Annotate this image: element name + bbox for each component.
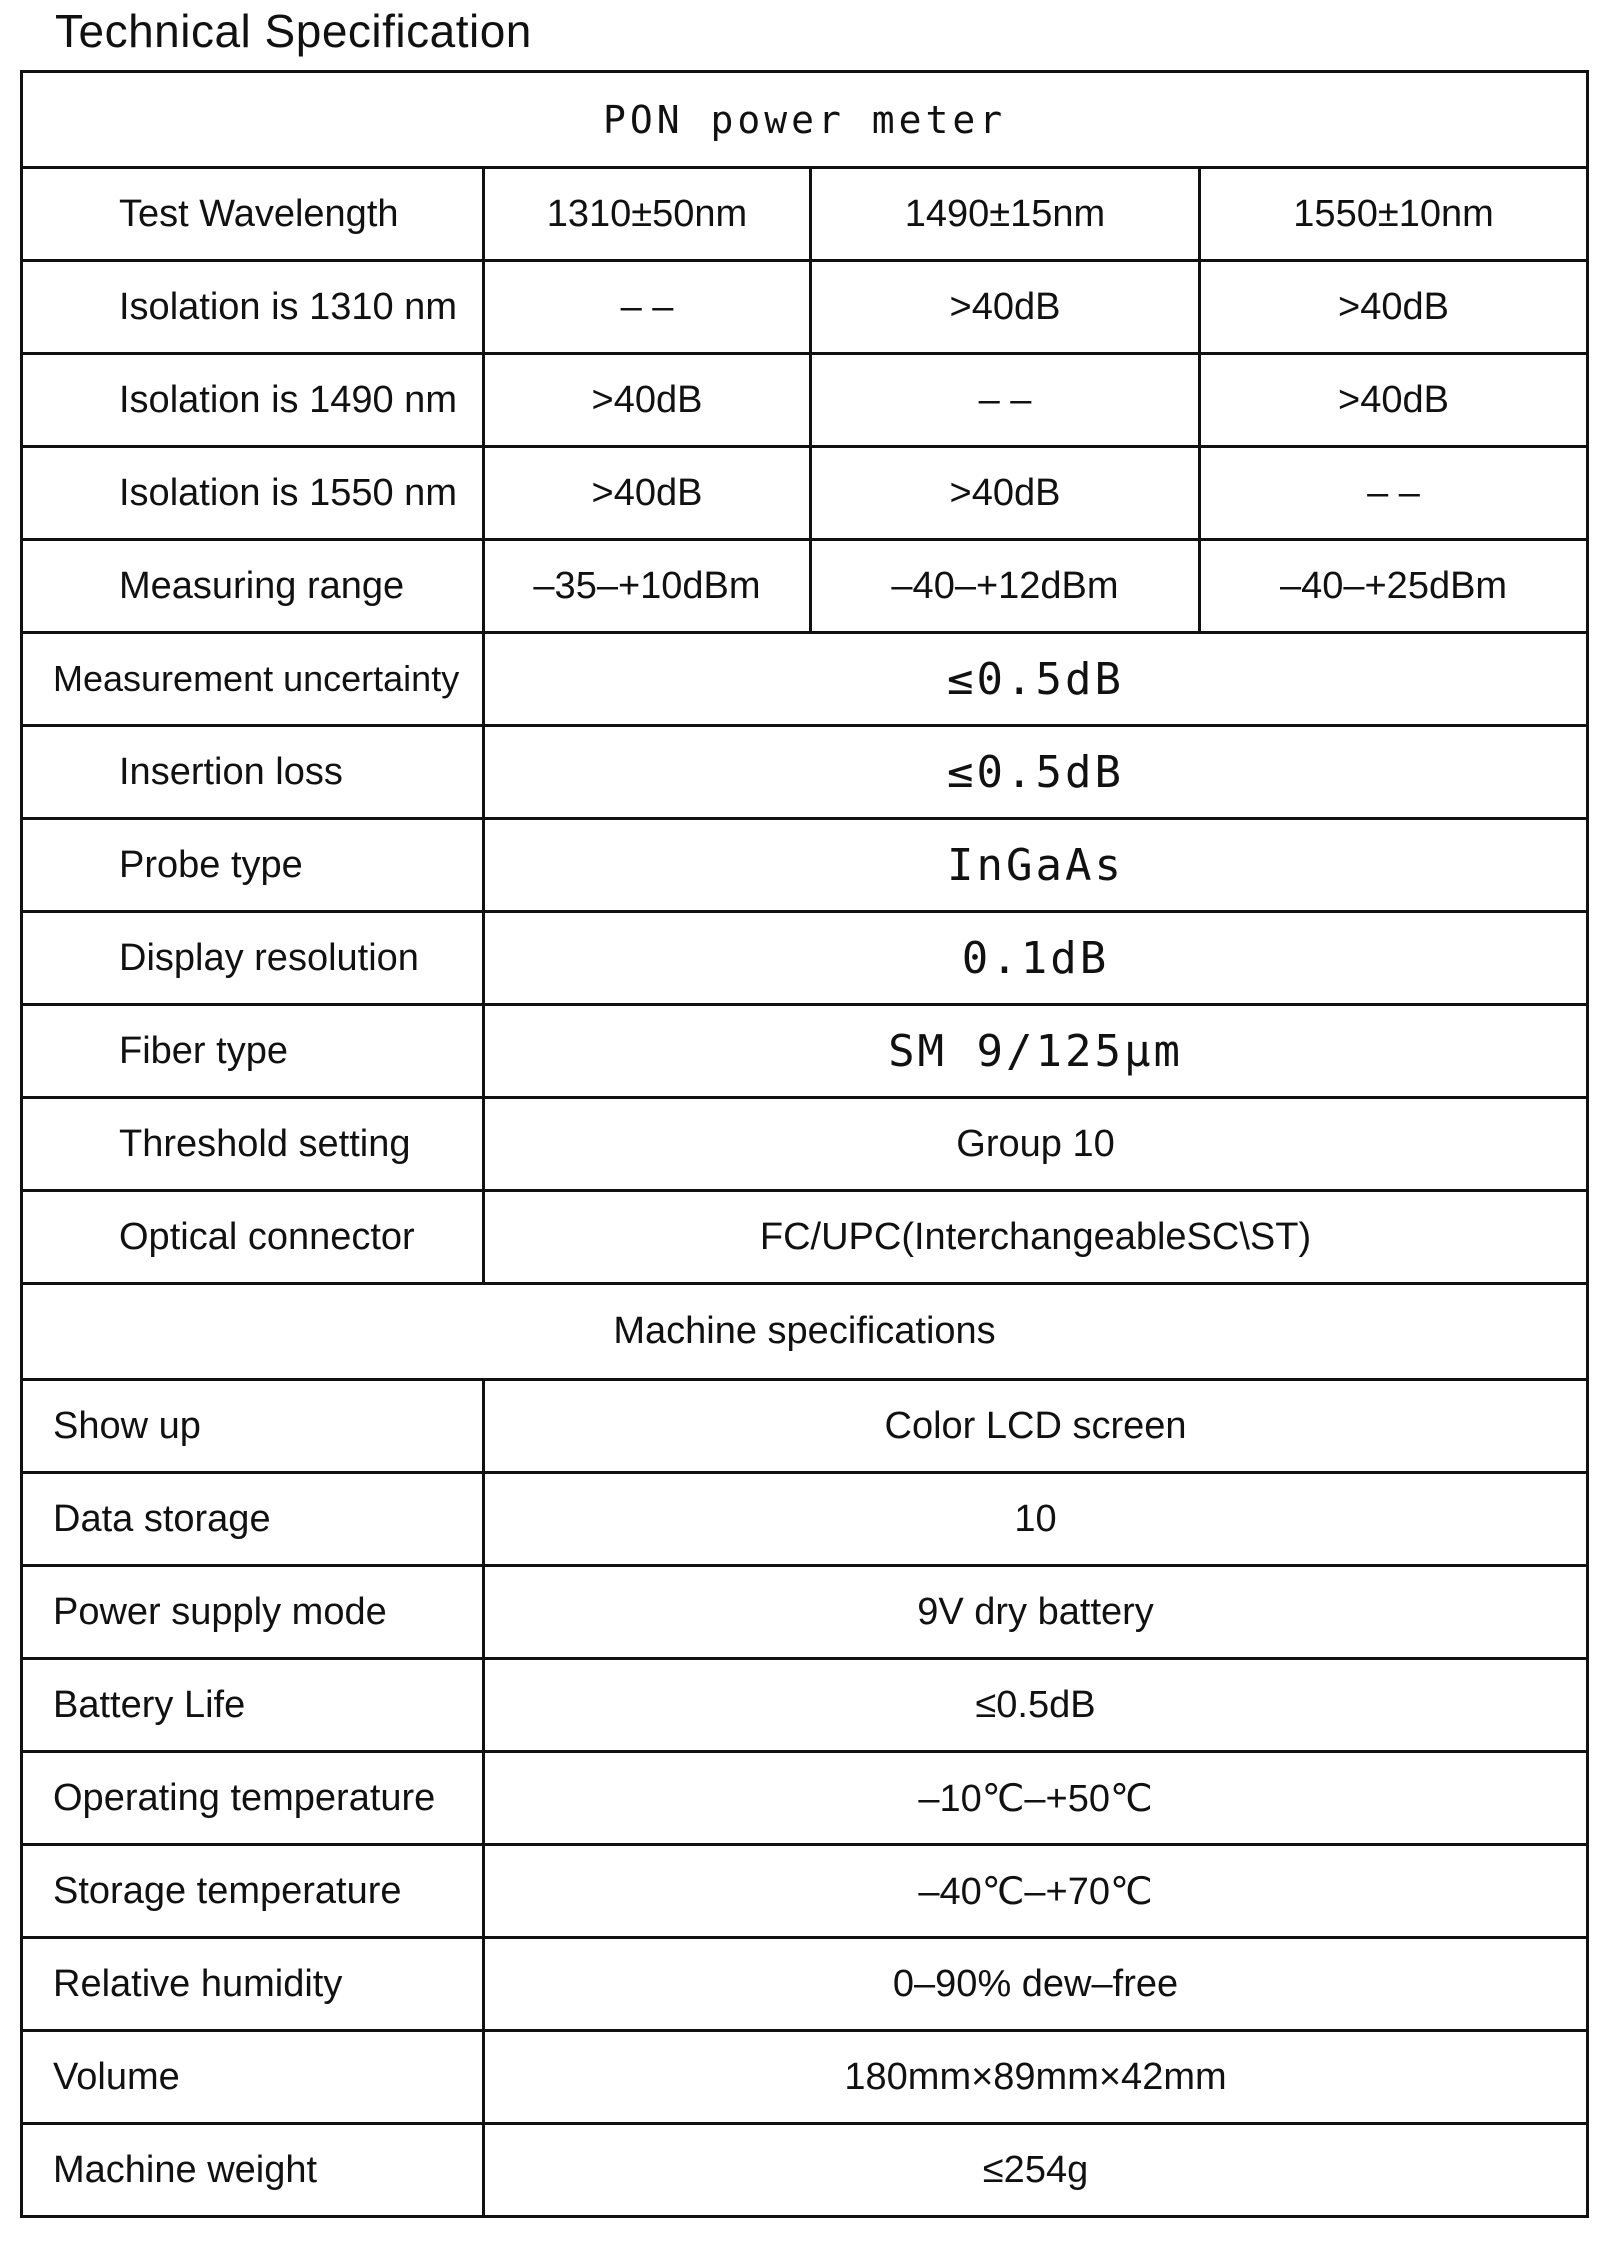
row-label-insertion-loss: Insertion loss [22, 726, 484, 819]
row-label-operating-temperature: Operating temperature [22, 1752, 484, 1845]
row-label-power-supply-mode: Power supply mode [22, 1566, 484, 1659]
range-col1: –35–+10dBm [484, 540, 811, 633]
row-label-measurement-uncertainty: Measurement uncertainty [22, 633, 484, 726]
operating-temperature-value: –10℃–+50℃ [484, 1752, 1588, 1845]
row-label-measuring-range: Measuring range [22, 540, 484, 633]
table-row [22, 1566, 1588, 1659]
row-label-display-resolution: Display resolution [22, 912, 484, 1005]
table-row [22, 912, 1588, 1005]
storage-temperature-value: –40℃–+70℃ [484, 1845, 1588, 1938]
isolation-1550-col3: – – [1200, 447, 1588, 540]
optical-connector-value: FC/UPC(InterchangeableSC\ST) [484, 1191, 1588, 1284]
table-row [22, 1845, 1588, 1938]
row-label-isolation-1490: Isolation is 1490 nm [22, 354, 484, 447]
battery-life-value: ≤0.5dB [484, 1659, 1588, 1752]
table-row [22, 540, 1588, 633]
threshold-setting-value: Group 10 [484, 1098, 1588, 1191]
show-up-value: Color LCD screen [484, 1380, 1588, 1473]
table-row [22, 1659, 1588, 1752]
isolation-1490-col3: >40dB [1200, 354, 1588, 447]
table-row [22, 726, 1588, 819]
spec-table [20, 70, 1589, 2218]
isolation-1550-col2: >40dB [811, 447, 1200, 540]
data-storage-value: 10 [484, 1473, 1588, 1566]
table-row [22, 2124, 1588, 2217]
probe-type-value: InGaAs [484, 819, 1588, 912]
table-row [22, 1380, 1588, 1473]
table-row [22, 168, 1588, 261]
measurement-uncertainty-value: ≤0.5dB [484, 633, 1588, 726]
fiber-type-value: SM 9/125μm [484, 1005, 1588, 1098]
table-row [22, 1938, 1588, 2031]
row-label-machine-weight: Machine weight [22, 2124, 484, 2217]
table-row [22, 1191, 1588, 1284]
pon-section-header-row [22, 72, 1588, 168]
isolation-1310-col3: >40dB [1200, 261, 1588, 354]
row-label-battery-life: Battery Life [22, 1659, 484, 1752]
wavelength-1490: 1490±15nm [811, 168, 1200, 261]
insertion-loss-value: ≤0.5dB [484, 726, 1588, 819]
row-label-probe-type: Probe type [22, 819, 484, 912]
display-resolution-value: 0.1dB [484, 912, 1588, 1005]
isolation-1310-col2: >40dB [811, 261, 1200, 354]
row-label-isolation-1310: Isolation is 1310 nm [22, 261, 484, 354]
table-row [22, 1752, 1588, 1845]
row-label-fiber-type: Fiber type [22, 1005, 484, 1098]
table-row [22, 447, 1588, 540]
table-row [22, 354, 1588, 447]
row-label-threshold-setting: Threshold setting [22, 1098, 484, 1191]
table-row [22, 819, 1588, 912]
row-label-relative-humidity: Relative humidity [22, 1938, 484, 2031]
range-col3: –40–+25dBm [1200, 540, 1588, 633]
machine-weight-value: ≤254g [484, 2124, 1588, 2217]
table-row [22, 261, 1588, 354]
range-col2: –40–+12dBm [811, 540, 1200, 633]
machine-section-header-row [22, 1284, 1588, 1380]
table-row [22, 2031, 1588, 2124]
relative-humidity-value: 0–90% dew–free [484, 1938, 1588, 2031]
table-row [22, 633, 1588, 726]
row-label-show-up: Show up [22, 1380, 484, 1473]
table-row [22, 1005, 1588, 1098]
wavelength-1550: 1550±10nm [1200, 168, 1588, 261]
row-label-data-storage: Data storage [22, 1473, 484, 1566]
table-row [22, 1473, 1588, 1566]
isolation-1550-col1: >40dB [484, 447, 811, 540]
machine-section-header: Machine specifications [22, 1284, 1588, 1380]
row-label-isolation-1550: Isolation is 1550 nm [22, 447, 484, 540]
table-row [22, 1098, 1588, 1191]
row-label-volume: Volume [22, 2031, 484, 2124]
document-title: Technical Specification [55, 5, 532, 57]
isolation-1490-col1: >40dB [484, 354, 811, 447]
wavelength-1310: 1310±50nm [484, 168, 811, 261]
row-label-optical-connector: Optical connector [22, 1191, 484, 1284]
pon-section-header: PON power meter [22, 72, 1588, 168]
power-supply-mode-value: 9V dry battery [484, 1566, 1588, 1659]
isolation-1310-col1: – – [484, 261, 811, 354]
volume-value: 180mm×89mm×42mm [484, 2031, 1588, 2124]
isolation-1490-col2: – – [811, 354, 1200, 447]
row-label-test-wavelength: Test Wavelength [22, 168, 484, 261]
row-label-storage-temperature: Storage temperature [22, 1845, 484, 1938]
